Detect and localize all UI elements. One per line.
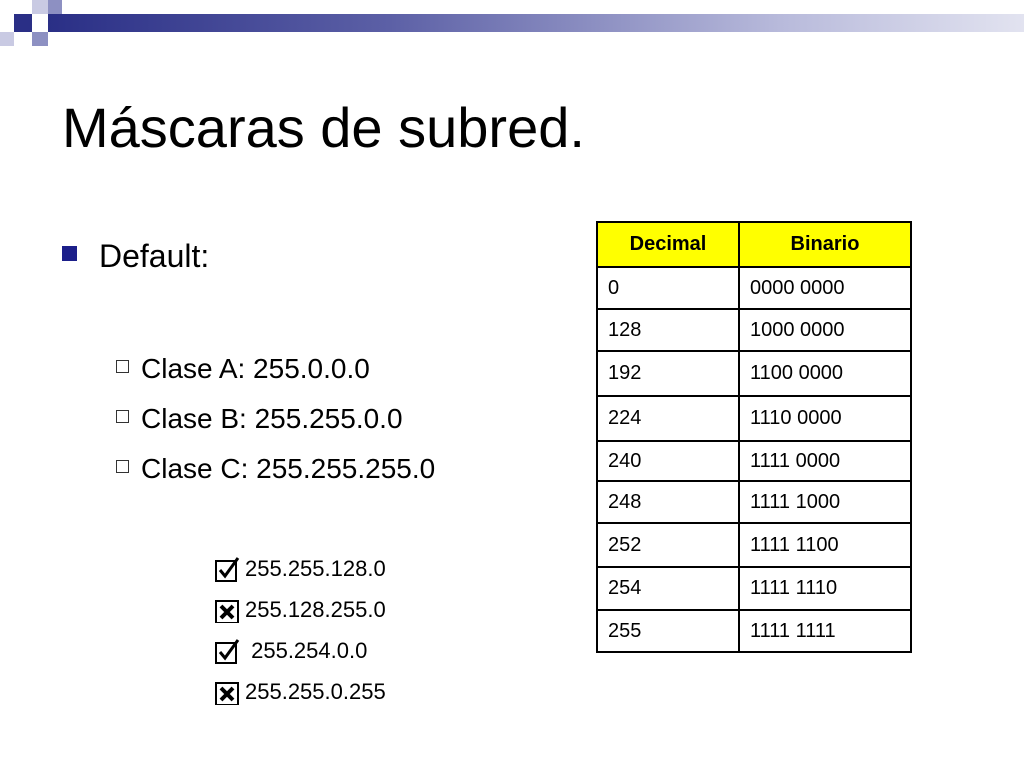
list-item bbox=[116, 344, 435, 394]
table-cell-decimal: 192 bbox=[597, 351, 739, 396]
table-row bbox=[597, 441, 911, 481]
list-item bbox=[215, 630, 386, 671]
decor-square-mid bbox=[48, 0, 62, 14]
list-item bbox=[116, 394, 435, 444]
table-cell-decimal: 0 bbox=[597, 267, 739, 309]
table-row bbox=[597, 267, 911, 309]
table-cell-binary: 1111 1000 bbox=[739, 481, 911, 523]
table-header-row bbox=[597, 222, 911, 267]
table-cell-binary: 1100 0000 bbox=[739, 351, 911, 396]
table-cell-binary: 1110 0000 bbox=[739, 396, 911, 441]
table-cell-binary: 1000 0000 bbox=[739, 309, 911, 351]
decor-square-light bbox=[0, 32, 14, 46]
slide-title: Máscaras de subred. bbox=[62, 96, 585, 159]
decor-square-dark bbox=[14, 14, 32, 32]
bullet-label: Default: bbox=[99, 238, 210, 274]
mask-value: 255.255.0.255 bbox=[245, 679, 386, 704]
table-cell-decimal: 224 bbox=[597, 396, 739, 441]
binary-table bbox=[596, 221, 912, 653]
class-c-label: Clase C: 255.255.255.0 bbox=[141, 453, 436, 484]
bullet-default bbox=[62, 236, 209, 276]
decor-square-mid bbox=[32, 32, 48, 46]
table-row bbox=[597, 309, 911, 351]
table-cell-decimal: 240 bbox=[597, 441, 739, 481]
table-cell-binary: 1111 0000 bbox=[739, 441, 911, 481]
checkbox-checked-icon bbox=[215, 638, 241, 664]
list-item bbox=[215, 589, 386, 630]
checkbox-x-icon bbox=[215, 679, 241, 705]
table-cell-binary: 1111 1100 bbox=[739, 523, 911, 567]
table-cell-binary: 0000 0000 bbox=[739, 267, 911, 309]
checkbox-checked-icon bbox=[215, 556, 241, 582]
list-item bbox=[215, 548, 386, 589]
table-row bbox=[597, 351, 911, 396]
list-item bbox=[215, 671, 386, 712]
table-cell-decimal: 255 bbox=[597, 610, 739, 652]
class-a-label: Clase A: 255.0.0.0 bbox=[141, 353, 370, 384]
table-cell-decimal: 252 bbox=[597, 523, 739, 567]
square-bullet-icon bbox=[62, 246, 77, 261]
table-row bbox=[597, 396, 911, 441]
table-cell-decimal: 248 bbox=[597, 481, 739, 523]
list-item bbox=[116, 444, 435, 494]
table-cell-binary: 1111 1110 bbox=[739, 567, 911, 610]
class-list bbox=[116, 344, 435, 494]
mask-value: 255.128.255.0 bbox=[245, 597, 386, 622]
decor-top-bar bbox=[48, 14, 1024, 32]
hollow-square-bullet-icon bbox=[116, 410, 129, 423]
column-header-decimal: Decimal bbox=[597, 222, 739, 267]
hollow-square-bullet-icon bbox=[116, 360, 129, 373]
checkbox-x-icon bbox=[215, 597, 241, 623]
table-row bbox=[597, 567, 911, 610]
mask-check-list bbox=[215, 548, 386, 712]
table-cell-decimal: 254 bbox=[597, 567, 739, 610]
class-b-label: Clase B: 255.255.0.0 bbox=[141, 403, 403, 434]
mask-value: 255.254.0.0 bbox=[245, 638, 368, 663]
table-row bbox=[597, 523, 911, 567]
table-cell-binary: 1111 1111 bbox=[739, 610, 911, 652]
decor-square-light bbox=[32, 0, 48, 14]
mask-value: 255.255.128.0 bbox=[245, 556, 386, 581]
table-row bbox=[597, 481, 911, 523]
column-header-binario: Binario bbox=[739, 222, 911, 267]
hollow-square-bullet-icon bbox=[116, 460, 129, 473]
table-row bbox=[597, 610, 911, 652]
table-cell-decimal: 128 bbox=[597, 309, 739, 351]
